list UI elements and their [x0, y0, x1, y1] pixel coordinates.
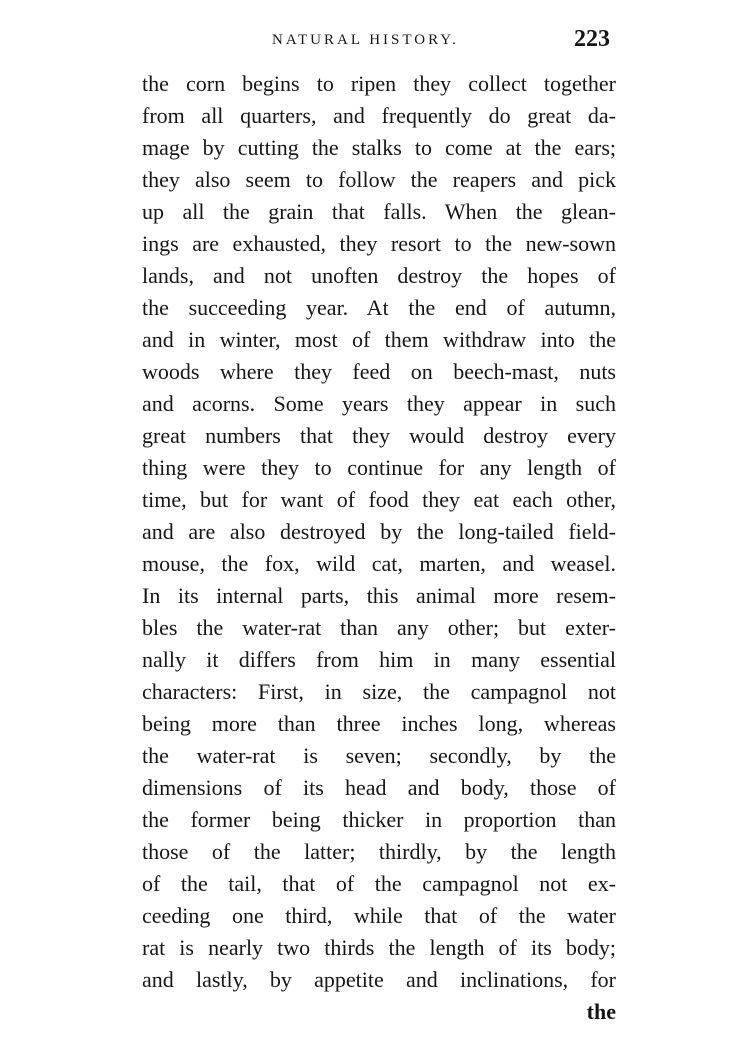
text-line: woods where they feed on beech-mast, nuts — [142, 359, 616, 384]
text-line: great numbers that they would destroy every — [142, 423, 616, 448]
text-line: mouse, the fox, wild cat, marten, and weasel. — [142, 551, 616, 576]
text-line: dimensions of its head and body, those of — [142, 775, 616, 800]
text-line: characters: First, in size, the campagnol not — [142, 679, 616, 704]
page-number: 223 — [574, 26, 610, 52]
text-line: being more than three inches long, whereas — [142, 711, 616, 736]
text-line: mage by cutting the stalks to come at the ears; — [142, 135, 616, 160]
text-line: the former being thicker in proportion than — [142, 807, 616, 832]
text-line: bles the water-rat than any other; but exter- — [142, 615, 616, 640]
text-line: rat is nearly two thirds the length of its body; — [142, 935, 616, 960]
page-header — [0, 26, 750, 60]
text-line: they also seem to follow the reapers and pick — [142, 167, 616, 192]
text-line: the water-rat is seven; secondly, by the — [142, 743, 616, 768]
text-line: and in winter, most of them withdraw into the — [142, 327, 616, 352]
text-line: and are also destroyed by the long-tailed field- — [142, 519, 616, 544]
text-line: In its internal parts, this animal more resem- — [142, 583, 616, 608]
text-line: time, but for want of food they eat each other, — [142, 487, 616, 512]
text-line: lands, and not unoften destroy the hopes of — [142, 263, 616, 288]
running-title: NATURAL HISTORY. — [272, 32, 459, 48]
text-line: ings are exhausted, they resort to the new-sown — [142, 231, 616, 256]
text-line: and lastly, by appetite and inclinations, for — [142, 967, 616, 992]
catchword: the — [586, 999, 616, 1024]
text-line: the corn begins to ripen they collect together — [142, 71, 616, 96]
text-line: from all quarters, and frequently do great da- — [142, 103, 616, 128]
text-line: ceeding one third, while that of the water — [142, 903, 616, 928]
text-line: those of the latter; thirdly, by the length — [142, 839, 616, 864]
text-line: thing were they to continue for any length of — [142, 455, 616, 480]
text-line: and acorns. Some years they appear in such — [142, 391, 616, 416]
text-line: up all the grain that falls. When the glean- — [142, 199, 616, 224]
text-line: of the tail, that of the campagnol not ex- — [142, 871, 616, 896]
body-text — [142, 68, 616, 1028]
text-line: nally it differs from him in many essential — [142, 647, 616, 672]
text-line: the succeeding year. At the end of autumn, — [142, 295, 616, 320]
